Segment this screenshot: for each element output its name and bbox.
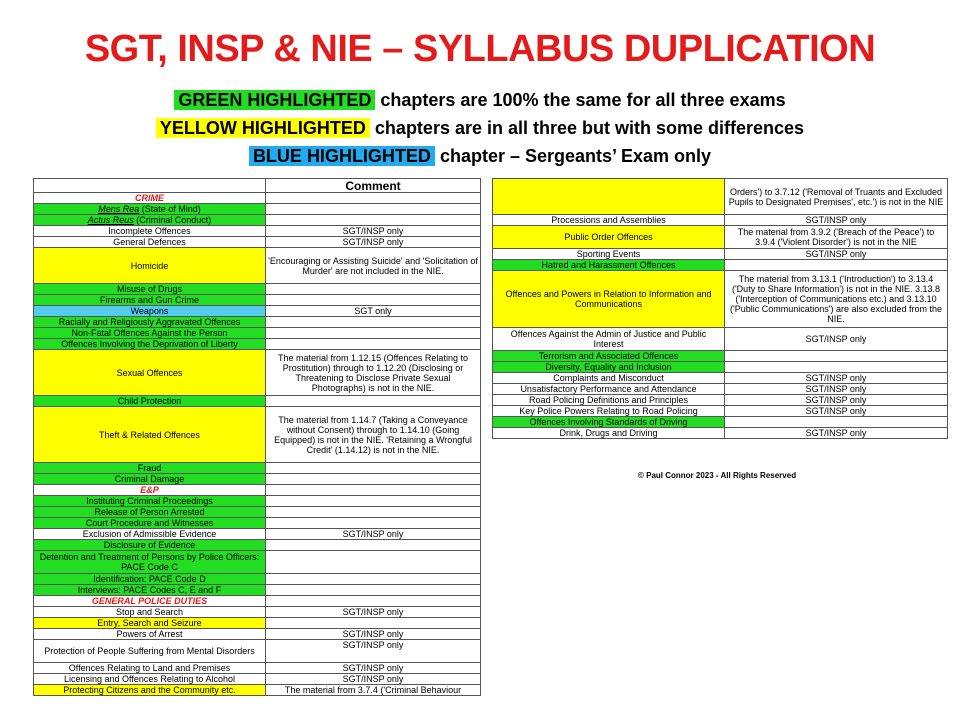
- section-heading: CRIME: [34, 193, 266, 204]
- section-heading: E&P: [34, 485, 266, 496]
- table-row: [493, 373, 948, 384]
- comment-cell: SGT/INSP only: [266, 607, 481, 618]
- table-row: [34, 585, 481, 596]
- table-row: [34, 284, 481, 295]
- table-row: [34, 306, 481, 317]
- chapter-cell: Terrorism and Associated Offences: [493, 351, 725, 362]
- comment-cell: [266, 463, 481, 474]
- chapter-cell: Detention and Treatment of Persons by Police Officers: PACE Code C: [34, 551, 266, 574]
- table-row: [34, 496, 481, 507]
- chapter-cell: Public Order Offences: [493, 226, 725, 249]
- table-row: [34, 629, 481, 640]
- table-row: [493, 328, 948, 351]
- chapter-cell: Processions and Assemblies: [493, 215, 725, 226]
- table-row: [493, 406, 948, 417]
- chapter-cell: Sporting Events: [493, 249, 725, 260]
- latin-term: Mens Rea: [98, 204, 140, 214]
- comment-cell: SGT/INSP only: [725, 249, 948, 260]
- table-row: [34, 685, 481, 696]
- table-row: [34, 328, 481, 339]
- chapter-cell: Weapons: [34, 306, 266, 317]
- chapter-cell: Protection of People Suffering from Mental Disorders: [34, 640, 266, 663]
- chapter-cell: Sexual Offences: [34, 350, 266, 396]
- latin-term: Actus Reus: [87, 215, 134, 225]
- copyright-notice: © Paul Connor 2023 - All Rights Reserved: [638, 471, 797, 480]
- comment-cell: The material from 3.7.4 ('Criminal Behaviour: [266, 685, 481, 696]
- legend-green-highlight: GREEN HIGHLIGHTED: [174, 90, 375, 110]
- chapter-cell: Actus Reus (Criminal Conduct): [34, 215, 266, 226]
- table-row: [493, 215, 948, 226]
- comment-cell: [725, 260, 948, 271]
- comment-cell: [266, 474, 481, 485]
- chapter-cell: Instituting Criminal Proceedings: [34, 496, 266, 507]
- chapter-cell: Firearms and Gun Crime: [34, 295, 266, 306]
- comment-cell: [266, 284, 481, 295]
- comment-cell: [266, 485, 481, 496]
- table-row: [493, 226, 948, 249]
- table-row: [34, 574, 481, 585]
- chapter-header-cell: [34, 179, 266, 193]
- chapter-cell: Offences Relating to Land and Premises: [34, 663, 266, 674]
- comment-cell: Orders') to 3.7.12 ('Removal of Truants and Excluded Pupils to Designated Premises', etc.') is not in the NIE: [725, 179, 948, 215]
- comment-cell: [266, 295, 481, 306]
- comment-cell: SGT/INSP only: [266, 663, 481, 674]
- table-row: [34, 507, 481, 518]
- comment-cell: SGT only: [266, 306, 481, 317]
- table-row: [34, 215, 481, 226]
- table-row: [34, 407, 481, 463]
- chapter-cell: Key Police Powers Relating to Road Policing: [493, 406, 725, 417]
- comment-cell: SGT/INSP only: [266, 529, 481, 540]
- table-row: [34, 226, 481, 237]
- table-row: [34, 248, 481, 284]
- comment-cell: [266, 518, 481, 529]
- comment-cell: [266, 507, 481, 518]
- chapter-cell: Powers of Arrest: [34, 629, 266, 640]
- chapter-cell: Stop and Search: [34, 607, 266, 618]
- table-row: [493, 428, 948, 439]
- comment-cell: SGT/INSP only: [725, 384, 948, 395]
- table-row: [34, 396, 481, 407]
- table-row: [493, 271, 948, 328]
- chapter-cell: Child Protection: [34, 396, 266, 407]
- chapter-cell: Criminal Damage: [34, 474, 266, 485]
- chapter-cell: Release of Person Arrested: [34, 507, 266, 518]
- chapter-cell: Racially and Religiously Aggravated Offences: [34, 317, 266, 328]
- comment-cell: [266, 496, 481, 507]
- table-row: [34, 463, 481, 474]
- table-row: [493, 249, 948, 260]
- comment-cell: [725, 351, 948, 362]
- chapter-cell: Disclosure of Evidence: [34, 540, 266, 551]
- table-row: [493, 351, 948, 362]
- table-row: [34, 663, 481, 674]
- table-row: [34, 474, 481, 485]
- chapter-cell: Court Procedure and Witnesses: [34, 518, 266, 529]
- chapter-cell: Unsatisfactory Performance and Attendance: [493, 384, 725, 395]
- chapter-cell: Offences and Powers in Relation to Information and Communications: [493, 271, 725, 328]
- comment-cell: [266, 193, 481, 204]
- chapter-cell: Offences Against the Admin of Justice and Public Interest: [493, 328, 725, 351]
- chapter-cell: Licensing and Offences Relating to Alcohol: [34, 674, 266, 685]
- chapter-cell: Offences Involving the Deprivation of Liberty: [34, 339, 266, 350]
- table-row: [34, 674, 481, 685]
- comment-cell: SGT/INSP only: [725, 395, 948, 406]
- syllabus-table-left: [33, 178, 481, 696]
- comment-cell: [266, 585, 481, 596]
- comment-cell: [266, 396, 481, 407]
- chapter-cell: Homicide: [34, 248, 266, 284]
- chapter-cell: [493, 179, 725, 215]
- comment-cell: The material from 3.13.1 ('Introduction') to 3.13.4 ('Duty to Share Information') is not in the NIE. 3.13.8 ('Interception of Communications etc.) and 3.13.10 ('Public Communications') are also excluded from the NIE.: [725, 271, 948, 328]
- chapter-cell: Fraud: [34, 463, 266, 474]
- table-row: [34, 237, 481, 248]
- legend-blue-highlight: BLUE HIGHLIGHTED: [249, 146, 435, 166]
- chapter-cell: Hatred and Harassment Offences: [493, 260, 725, 271]
- table-row: [493, 417, 948, 428]
- table-row: [493, 395, 948, 406]
- table-row: [34, 193, 481, 204]
- comment-cell: [266, 204, 481, 215]
- comment-cell: [266, 339, 481, 350]
- comment-cell: SGT/INSP only: [725, 373, 948, 384]
- chapter-cell: Complaints and Misconduct: [493, 373, 725, 384]
- chapter-cell: Diversity, Equality and Inclusion: [493, 362, 725, 373]
- comment-cell: SGT/INSP only: [266, 640, 481, 663]
- legend-green-text: chapters are 100% the same for all three exams: [375, 90, 786, 110]
- comment-cell: SGT/INSP only: [725, 428, 948, 439]
- comment-cell: The material from 1.14.7 (Taking a Conveyance without Consent) through to 1.14.10 (Going Equipped) is not in the NIE. 'Retaining a Wrongful Credit' (1.14.12) is not in the NIE.: [266, 407, 481, 463]
- comment-cell: [266, 540, 481, 551]
- comment-cell: SGT/INSP only: [266, 237, 481, 248]
- table-row: [34, 596, 481, 607]
- table-row: [34, 529, 481, 540]
- page-title: SGT, INSP & NIE – SYLLABUS DUPLICATION: [84, 28, 876, 70]
- table-row: [34, 485, 481, 496]
- legend-yellow-highlight: YELLOW HIGHLIGHTED: [156, 118, 370, 138]
- table-row: [34, 295, 481, 306]
- legend-yellow-text: chapters are in all three but with some differences: [369, 118, 805, 138]
- table-row: [34, 350, 481, 396]
- chapter-cell: Non-Fatal Offences Against the Person: [34, 328, 266, 339]
- section-heading: GENERAL POLICE DUTIES: [34, 596, 266, 607]
- legend-yellow: [0, 118, 960, 139]
- chapter-cell: Misuse of Drugs: [34, 284, 266, 295]
- chapter-cell: General Defences: [34, 237, 266, 248]
- comment-cell: [266, 551, 481, 574]
- comment-cell: 'Encouraging or Assisting Suicide' and 'Solicitation of Murder' are not included in the NIE.: [266, 248, 481, 284]
- chapter-cell: Offences Involving Standards of Driving: [493, 417, 725, 428]
- comment-cell: [266, 618, 481, 629]
- comment-cell: SGT/INSP only: [266, 674, 481, 685]
- comment-cell: SGT/INSP only: [266, 629, 481, 640]
- comment-header: Comment: [266, 179, 481, 193]
- comment-cell: [266, 215, 481, 226]
- table-row: [493, 179, 948, 215]
- legend-blue: [0, 146, 960, 167]
- comment-cell: [266, 328, 481, 339]
- chapter-cell: Incomplete Offences: [34, 226, 266, 237]
- chapter-cell: Entry, Search and Seizure: [34, 618, 266, 629]
- table-row: [34, 618, 481, 629]
- legend-blue-text: chapter – Sergeants’ Exam only: [434, 146, 712, 166]
- comment-cell: SGT/INSP only: [725, 215, 948, 226]
- chapter-cell: Mens Rea (State of Mind): [34, 204, 266, 215]
- comment-cell: The material from 3.9.2 ('Breach of the Peace') to 3.9.4 ('Violent Disorder') is not in the NIE: [725, 226, 948, 249]
- comment-cell: The material from 1.12.15 (Offences Relating to Prostitution) through to 1.12.20 (Disclosing or Threatening to Disclose Private Sexual Photographs) is not in the NIE.: [266, 350, 481, 396]
- chapter-cell: Interviews: PACE Codes C, E and F: [34, 585, 266, 596]
- chapter-cell: Drink, Drugs and Driving: [493, 428, 725, 439]
- chapter-cell: Protecting Citizens and the Community etc.: [34, 685, 266, 696]
- table-row: [493, 384, 948, 395]
- legend-green: [0, 90, 960, 111]
- syllabus-table-right: [492, 178, 948, 439]
- table-row: [34, 204, 481, 215]
- comment-cell: [725, 362, 948, 373]
- table-row: [34, 518, 481, 529]
- comment-cell: SGT/INSP only: [725, 406, 948, 417]
- comment-cell: [725, 417, 948, 428]
- comment-cell: [266, 596, 481, 607]
- comment-cell: [266, 317, 481, 328]
- comment-cell: SGT/INSP only: [725, 328, 948, 351]
- table-row: [34, 317, 481, 328]
- chapter-cell: Identification: PACE Code D: [34, 574, 266, 585]
- table-row: [493, 362, 948, 373]
- chapter-cell: Exclusion of Admissible Evidence: [34, 529, 266, 540]
- comment-cell: SGT/INSP only: [266, 226, 481, 237]
- table-row: [34, 640, 481, 663]
- table-row: [34, 551, 481, 574]
- comment-cell: [266, 574, 481, 585]
- table-header-row: [34, 179, 481, 193]
- table-row: [493, 260, 948, 271]
- chapter-cell: Road Policing Definitions and Principles: [493, 395, 725, 406]
- table-row: [34, 607, 481, 618]
- table-row: [34, 540, 481, 551]
- chapter-cell: Theft & Related Offences: [34, 407, 266, 463]
- table-row: [34, 339, 481, 350]
